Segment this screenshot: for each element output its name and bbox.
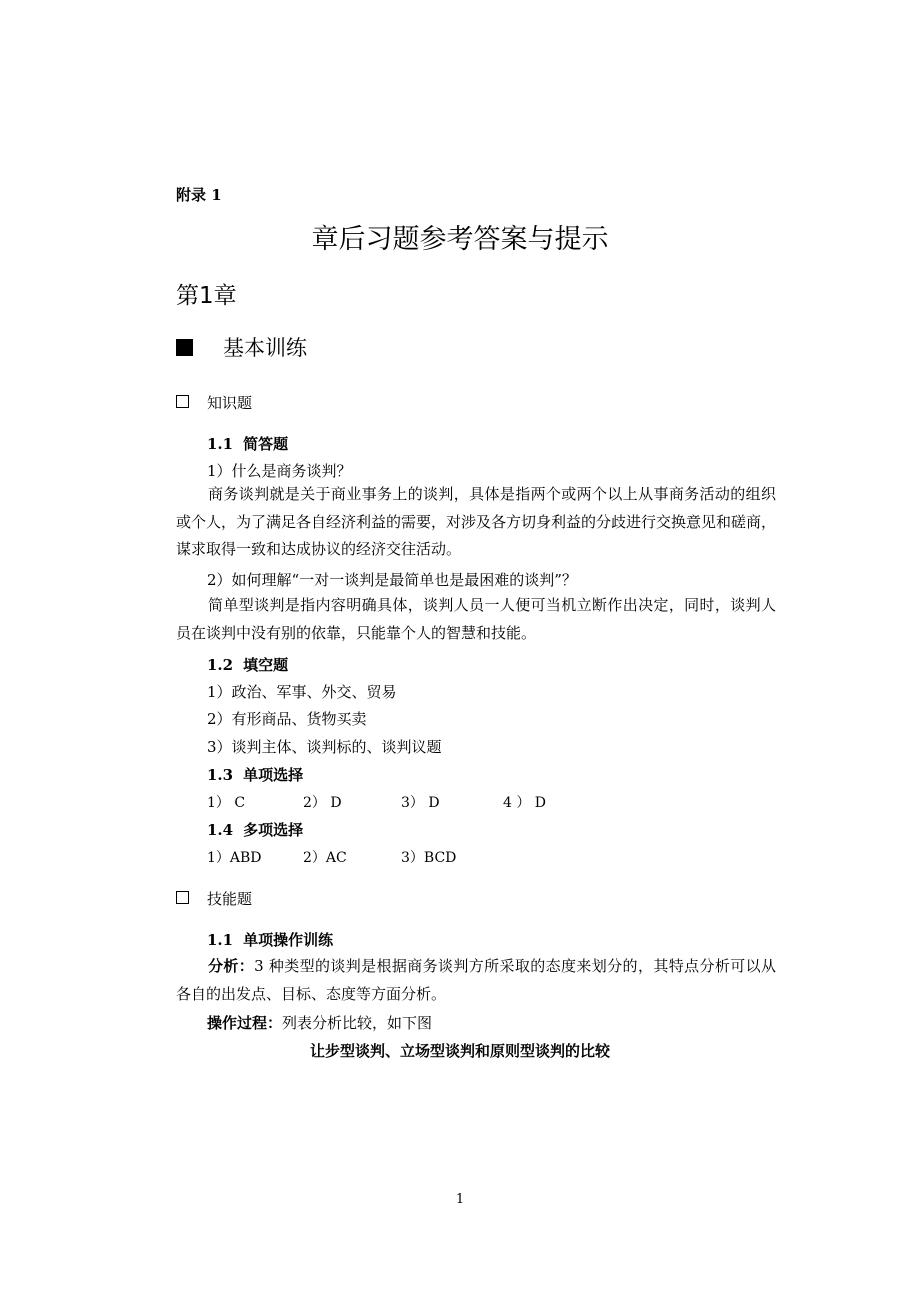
heading-number: 1.1 [207, 435, 234, 453]
subsection-knowledge [176, 392, 252, 413]
subsection-skills [176, 888, 252, 909]
page-number: 1 [455, 1192, 465, 1207]
analysis-label: 分析： [208, 957, 255, 975]
choice-answer: 4 ） D [503, 795, 547, 811]
choice-answer: 3） D [401, 795, 440, 811]
heading-number: 1.4 [207, 821, 234, 839]
fill-blank-item: 3）谈判主体、谈判标的、谈判议题 [207, 738, 442, 756]
appendix-label: 附录 1 [176, 186, 222, 204]
answer-1: 商务谈判就是关于商业事务上的谈判，具体是指两个或两个以上从事商务活动的组织或个人，为了满足各自经济利益的需要，对涉及各方切身利益的分歧进行交换意见和磋商，谋求取得一致和达成协议的经济交往活动。 [176, 485, 777, 558]
choice-answer: 2） D [303, 795, 342, 811]
empty-square-icon [176, 395, 189, 408]
choice-answer: 2）AC [303, 850, 347, 866]
multi-choice-heading [207, 819, 303, 840]
fill-blank-item: 2）有形商品、货物买卖 [207, 710, 367, 728]
process-text: 列表分析比较，如下图 [282, 1014, 433, 1032]
choice-answer: 3）BCD [401, 850, 457, 866]
question-1: 1）什么是商务谈判？ [207, 462, 352, 480]
heading-text: 单项选择 [243, 766, 304, 784]
choice-answer: 1）ABD [207, 850, 262, 866]
single-choice-heading [207, 764, 303, 785]
section-heading [176, 332, 307, 362]
process-line [207, 1012, 432, 1033]
section-label: 基本训练 [223, 336, 307, 360]
page-title: 章后习题参考答案与提示 [311, 224, 609, 255]
single-op-heading [207, 929, 333, 950]
choice-answer: 1） C [207, 795, 246, 811]
analysis-paragraph [176, 953, 776, 1008]
analysis-text: 3 种类型的谈判是根据商务谈判方所采取的态度来划分的，其特点分析可以从各自的出发点、目标、态度等方面分析。 [176, 957, 776, 1003]
fill-blank-heading [207, 654, 288, 675]
question-2: 2）如何理解“一对一谈判是最简单也是最困难的谈判”？ [207, 571, 577, 589]
chapter-heading: 第1章 [176, 283, 237, 309]
answer-2: 简单型谈判是指内容明确具体，谈判人员一人便可当机立断作出决定，同时，谈判人员在谈判中没有别的依靠，只能靠个人的智慧和技能。 [176, 596, 776, 642]
heading-number: 1.3 [207, 766, 234, 784]
heading-text: 多项选择 [243, 821, 304, 839]
heading-text: 填空题 [243, 656, 289, 674]
subsection-label: 技能题 [207, 890, 253, 908]
heading-number: 1.2 [207, 656, 234, 674]
filled-square-icon [176, 339, 193, 356]
subsection-label: 知识题 [207, 394, 253, 412]
heading-text: 简答题 [243, 435, 289, 453]
fill-blank-item: 1）政治、军事、外交、贸易 [207, 683, 397, 701]
empty-square-icon [176, 891, 189, 904]
table-caption: 让步型谈判、立场型谈判和原则型谈判的比较 [309, 1042, 610, 1060]
short-answer-heading [207, 433, 288, 454]
heading-text: 单项操作训练 [243, 931, 334, 949]
heading-number: 1.1 [207, 931, 234, 949]
process-label: 操作过程： [207, 1014, 283, 1032]
